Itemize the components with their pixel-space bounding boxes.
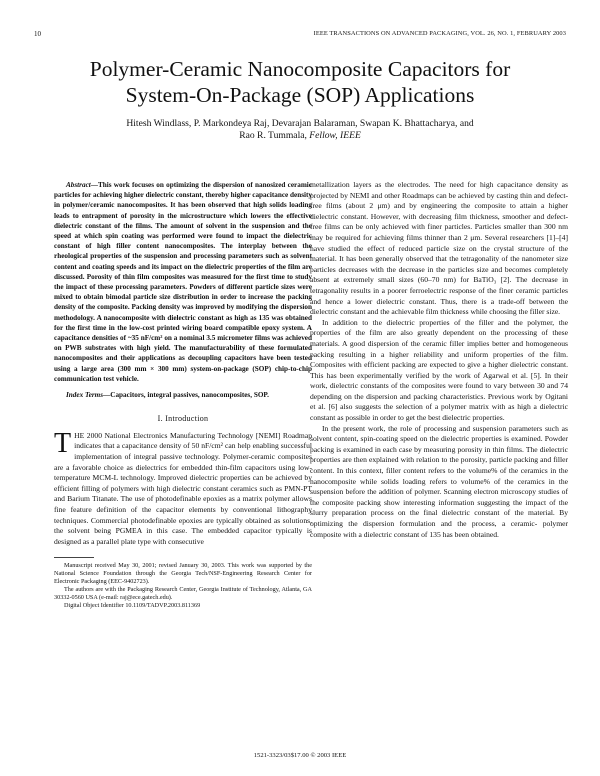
- index-terms-text: Capacitors, integral passives, nanocomposites, SOP.: [110, 391, 269, 400]
- page-number: 10: [34, 30, 41, 38]
- index-terms: [54, 390, 312, 400]
- right-column: [310, 180, 568, 540]
- abstract-text: This work focuses on optimizing the dispersion of nanosized ceramic particles for achieving higher dielectric constant, thereby higher capacitance density in polymer/ceramic nanocomposites. It has been observed that high solids loading leads to entrapment of porosity in the microstructure which lowers the effective dielectric constant of the films. The amount of solvent in the suspension and the speed at which spin coating was performed were found to impact the dielectric constant of high filler content nanocomposites. The interplay between the rheological properties of the suspension and processing parameters such as solvent content and coating speeds and its impact on the dielectric properties of the film are discussed. Porosity of thin film composites was measured for the first time to study the impact of these processing parameters. Powders of different particle sizes were mixed to obtain bimodal particle size distribution in order to increase the packing density of the composite. Packing density was improved by modifying the dispersion methodology. A nanocomposite with dielectric constant as high as 135 was obtained for the first time in the low-cost printed wiring board compatible epoxy system. A capacitance densities of ~35 nF/cm² on a nominal 3.5 micrometer films was achieved on PWB substrates with high yield. The manufacturability of these formulated nanocomposites and their applications as decoupling capacitors have been tested using a large area (300 mm × 300 mm) system-on-package (SOP) chip-to-chip communication test vehicle.: [54, 181, 312, 383]
- body-paragraph-1: metallization layers as the electrodes. The need for high capacitance density as projected by NEMI and other Roadmaps can be achieved by casting thin and defect-free films (about 2 μm) and by engineering the composite to attain a higher dielectric constant. However, with decreasing film thickness, smoother and defect-free films can be only achieved with finer particles. Particles smaller than 300 nm may be required for achieving films thinner than 2 μm. Several researchers [1]–[4] have studied the effect of reduced particle size on the crystal structure of the material. It has been generally observed that the tetragonality of the nanometer size particles decreases with the decrease in the particles size and becomes completely absent at extremely small sizes (60–70 nm) for BaTiO₃ [2]. The decrease in tetragonality results in a poorer ferroelectric response of the finer ceramic particles and hence a lower dielectric constant. Thus, there is a trade-off between the dielectric constant and the achievable film thickness while choosing the filler size.: [310, 180, 568, 317]
- footnote-affiliation: The authors are with the Packaging Research Center, Georgia Institute of Technology, Atlanta, GA 30332-0560 USA (e-mail: raj@ece.gatech.edu).: [54, 586, 312, 602]
- drop-cap: T: [54, 427, 72, 459]
- footnote-manuscript: Manuscript received May 30, 2001; revised January 30, 2003. This work was supported by the National Science Foundation through the Georgia Tech/NSF-Engineering Research Center for Electronic Packaging (EEC-9402723).: [54, 562, 312, 586]
- footnote-divider: [54, 557, 94, 558]
- section-heading-introduction: I. Introduction: [157, 414, 209, 424]
- authors-line-1: Hitesh Windlass, P. Markondeya Raj, Devarajan Balaraman, Swapan K. Bhattacharya, and: [126, 118, 474, 129]
- author-tummala: Rao R. Tummala,: [239, 130, 307, 142]
- authors-line-2: [60, 130, 540, 142]
- body-paragraph-3: In the present work, the role of processing and suspension parameters such as solvent content, spin-coating speed on the dielectric properties is examined. Powder packing is examined in each case by measuring porosity in thin films. The dielectric properties are then explained with relation to the porosity, particle packing and filler content. In this context, filler content refers to the volume% of the ceramics in the nanocomposite while solids loading refers to volume% of the ceramics in the suspension before the addition of polymer. Scanning electron microscopy studies of the composite packing show interesting information suggesting the impact of the slurry preparation process on the final dielectric constant of the material. By optimizing the dispersion formulation and the process, a ceramic- polymer composite with a dielectric constant of 135 has been obtained.: [310, 423, 568, 539]
- left-column: [54, 180, 312, 610]
- author-list: [60, 118, 540, 143]
- title-line-2: System-On-Package (SOP) Applications: [125, 83, 475, 107]
- title-line-1: Polymer-Ceramic Nanocomposite Capacitors for: [89, 57, 511, 81]
- footnote-doi: Digital Object Identifier 10.1109/TADVP.2003.811369: [64, 602, 201, 610]
- introduction-text: HE 2000 National Electronics Manufacturing Technology [NEMI] Roadmap indicates that a capacitance density of 50 nF/cm² can help enabling successful implementation of integral passive technology. Polymer-ceramic composites are a favorable choice as dielectrics for embedded thin-film capacitors using low-temperature MCM-L technology. Improved dielectric properties can be achieved by efficient filling of polymers with high dielectric constant ceramics such as PMN-PT and Barium Titanate. The use of photodefinable epoxies as a matrix polymer allows fine feature definition of the capacitor elements by conventional lithography techniques. Commercial photodefinable epoxies are typically obtained as solutions, the solvent being PGMEA in this case. The embedded capacitor typically is designed as a parallel plate type with consecutive: [54, 430, 312, 546]
- introduction-paragraph: [54, 427, 312, 548]
- body-paragraph-2: In addition to the dielectric properties of the filler and the polymer, the properties of the film are also greatly dependent on the processing of these materials. A good dispersion of the ceramic filler implies better and homogeneous packing resulting in a higher reliability and uniform properties of the film. Composites with efficient packing are expected to give a higher dielectric constant. This has been experimentally verified by the work of Agarwal et al. [5]. In their work, dielectric constants of the composites were found to vary between 30 and 74 depending on the dispersion and packing characteristics. Previous work by Ogitani et al. [6] also suggests the selection of a polymer matrix with as high a dielectric constant as possible in order to get the best dielectric properties.: [310, 317, 568, 423]
- fellow-designation: Fellow, IEEE: [309, 130, 361, 142]
- paper-title: [20, 56, 580, 108]
- copyright-footer: 1521-3323/03$17.00 © 2003 IEEE: [253, 752, 347, 759]
- abstract-label: Abstract—: [66, 181, 98, 189]
- journal-header: IEEE TRANSACTIONS ON ADVANCED PACKAGING, VOL. 26, NO. 1, FEBRUARY 2003: [313, 30, 566, 37]
- abstract: [54, 180, 312, 384]
- index-terms-label: Index Terms—: [66, 391, 111, 400]
